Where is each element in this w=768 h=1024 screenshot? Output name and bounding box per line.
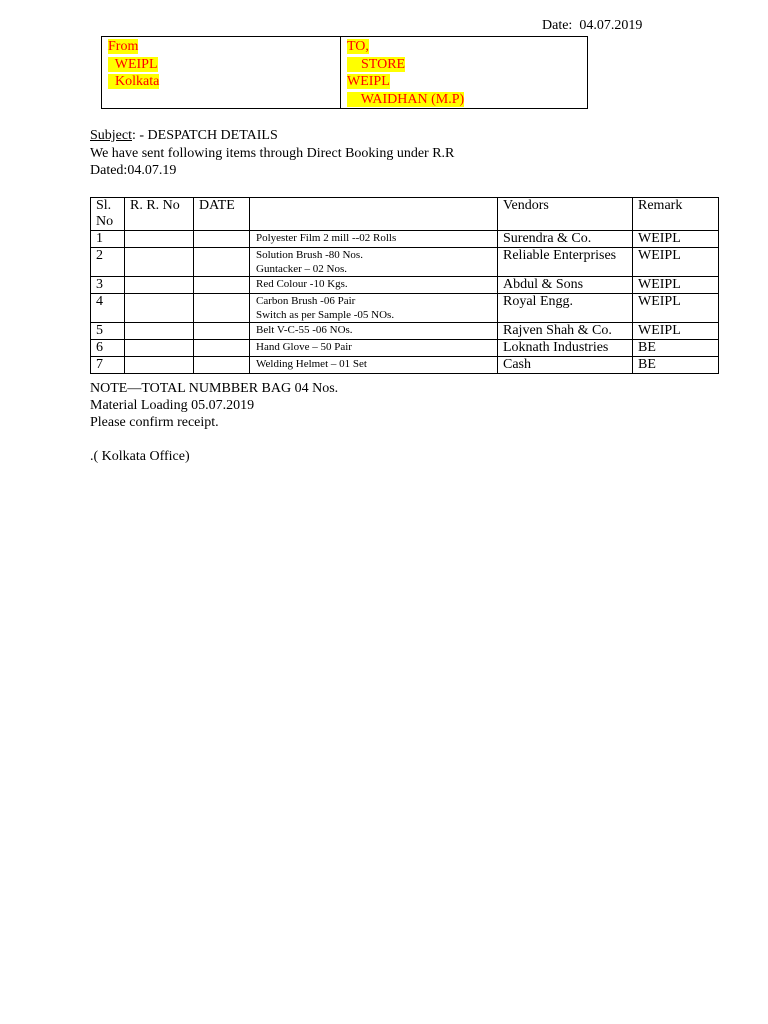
cell-sl: 6 <box>91 340 125 357</box>
cell-rr <box>125 294 194 323</box>
cell-vendor: Cash <box>498 357 633 374</box>
cell-vendor: Royal Engg. <box>498 294 633 323</box>
loading-text: Material Loading 05.07.2019 <box>90 398 255 413</box>
from-line: Kolkata <box>115 74 160 89</box>
to-line: STORE <box>361 56 406 72</box>
cell-description: Polyester Film 2 mill --02 Rolls <box>250 231 498 248</box>
cell-sl: 4 <box>91 294 125 323</box>
cell-date <box>194 340 250 357</box>
table-row <box>91 323 719 340</box>
cell-description: Hand Glove – 50 Pair <box>250 340 498 357</box>
cell-description: Red Colour -10 Kgs. <box>250 277 498 294</box>
cell-sl: 7 <box>91 357 125 374</box>
subject-text: : - DESPATCH DETAILS <box>132 128 278 143</box>
to-line: WEIPL <box>347 74 390 89</box>
note-text: NOTE—TOTAL NUMBBER BAG 04 Nos. <box>90 381 339 396</box>
table-row <box>91 248 719 277</box>
cell-remark: BE <box>633 340 719 357</box>
table-row <box>91 277 719 294</box>
office-signature: .( Kolkata Office) <box>90 449 190 464</box>
header-remark: Remark <box>633 198 719 231</box>
table-header-row <box>91 198 719 231</box>
cell-remark: WEIPL <box>633 248 719 277</box>
to-label: TO, <box>347 39 369 54</box>
cell-sl: 1 <box>91 231 125 248</box>
table-row <box>91 231 719 248</box>
to-cell <box>341 37 588 109</box>
cell-description: Welding Helmet – 01 Set <box>250 357 498 374</box>
cell-rr <box>125 357 194 374</box>
letter-footer <box>90 380 338 465</box>
table-row <box>91 357 719 374</box>
cell-date <box>194 357 250 374</box>
table-row <box>91 340 719 357</box>
to-line: WAIDHAN (M.P) <box>360 91 465 107</box>
despatch-table <box>90 197 719 374</box>
subject-label: Subject <box>90 128 132 143</box>
cell-remark: WEIPL <box>633 231 719 248</box>
cell-remark: WEIPL <box>633 323 719 340</box>
cell-date <box>194 231 250 248</box>
header-description <box>250 198 498 231</box>
cell-remark: WEIPL <box>633 277 719 294</box>
date-value: 04.07.2019 <box>579 18 643 33</box>
letter-body <box>90 127 454 180</box>
cell-date <box>194 248 250 277</box>
cell-remark: WEIPL <box>633 294 719 323</box>
date-label: Date: <box>542 18 573 33</box>
cell-sl: 5 <box>91 323 125 340</box>
cell-rr <box>125 277 194 294</box>
cell-description: Belt V-C-55 -06 NOs. <box>250 323 498 340</box>
date-line <box>542 18 642 34</box>
cell-sl: 2 <box>91 248 125 277</box>
cell-vendor: Surendra & Co. <box>498 231 633 248</box>
cell-remark: BE <box>633 357 719 374</box>
cell-date <box>194 323 250 340</box>
cell-date <box>194 294 250 323</box>
header-rr-no: R. R. No <box>125 198 194 231</box>
cell-rr <box>125 248 194 277</box>
cell-rr <box>125 323 194 340</box>
cell-description: Solution Brush -80 Nos. Guntacker – 02 Nos. <box>250 248 498 277</box>
from-label: From <box>108 39 139 54</box>
header-sl-no: Sl. No <box>91 198 125 231</box>
cell-vendor: Loknath Industries <box>498 340 633 357</box>
subject-line <box>90 127 454 145</box>
cell-description: Carbon Brush -06 Pair Switch as per Sample -05 NOs. <box>250 294 498 323</box>
cell-sl: 3 <box>91 277 125 294</box>
table-row <box>91 294 719 323</box>
from-line: WEIPL <box>114 56 158 72</box>
header-vendors: Vendors <box>498 198 633 231</box>
from-cell <box>102 37 341 109</box>
address-box <box>101 36 588 109</box>
header-date: DATE <box>194 198 250 231</box>
cell-vendor: Abdul & Sons <box>498 277 633 294</box>
dated-text: Dated:04.07.19 <box>90 163 177 178</box>
cell-vendor: Reliable Enterprises <box>498 248 633 277</box>
confirm-text: Please confirm receipt. <box>90 415 219 430</box>
intro-text: We have sent following items through Direct Booking under R.R <box>90 145 455 161</box>
cell-date <box>194 277 250 294</box>
cell-rr <box>125 231 194 248</box>
cell-vendor: Rajven Shah & Co. <box>498 323 633 340</box>
cell-rr <box>125 340 194 357</box>
